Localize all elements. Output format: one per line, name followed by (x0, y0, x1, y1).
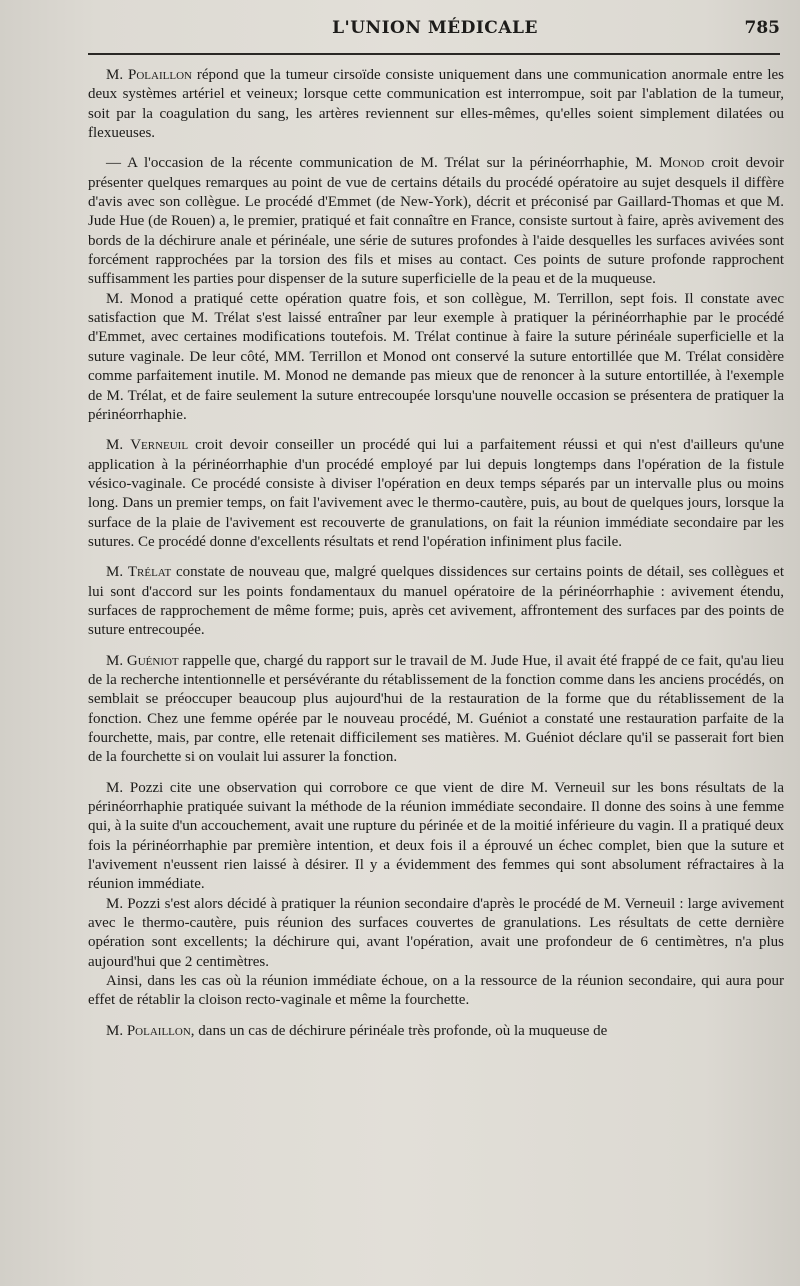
paragraph (88, 1022, 784, 1041)
paragraph (88, 290, 784, 425)
paragraph (88, 436, 784, 552)
paragraph-lead: M. (106, 67, 129, 83)
paragraph-text: constate de nouveau que, malgré quelques dissidences sur certains points de détail, ses collègues et lui sont d'accord sur les points fondamentaux du manuel opératoire de la périnéorrhaphie : avivement étendu, surfaces de rapprochement de même forme; puis, après cet avivement, affrontement des surfaces par des points de suture entrecoupée. (88, 564, 784, 639)
paragraph-lead: Ainsi, dans les cas où la réunion immédiate échoue, on a la ressource de la réunion secondaire, qui aura pour effet de rétablir la cloison recto-vaginale et même la fourchette. (88, 973, 784, 1009)
speaker-name: Trélat (127, 564, 172, 581)
paragraph-text: croit devoir conseiller un procédé qui lui a parfaitement réussi et qui n'est d'ailleurs qu'une application à la périnéorrhaphie d'un procédé employé par lui depuis longtemps dans l'opération de la fistule vésico-vaginale. Ce procédé consiste à diviser l'opération en deux temps séparés par un intervalle plus ou moins long. Dans un premier temps, on fait l'avivement avec le thermo-cautère, puis, au bout de quelques jours, lorsque la surface de la plaie de l'avivement est recouverte de granulations, on fait la réunion immédiate secondaire par les sutures. Ce procédé donne d'excellents résultats et rend l'opération infiniment plus facile. (88, 437, 784, 550)
speaker-name: Guéniot (126, 652, 179, 669)
paragraph (88, 652, 784, 768)
paragraph (88, 779, 784, 895)
speaker-name: Polaillon (128, 67, 192, 83)
paragraph (88, 154, 784, 289)
paragraph (88, 66, 784, 143)
running-title: L'UNION MÉDICALE (332, 18, 538, 38)
paragraph-text: rappelle que, chargé du rapport sur le travail de M. Jude Hue, il avait été frappé de ce fait, qu'au lieu de la recherche intentionnelle et persévérante du rétablissement de la fonction comme dans les anciens procédés, on semblait se préoccuper beaucoup plus aujourd'hui de la restauration de la forme que du rétablissement de la fonction. Chez une femme opérée par le nouveau procédé, M. Guéniot a constaté une restauration parfaite de la fourchette, mais, par contre, elle retenait difficilement ses matières. M. Guéniot déclare qu'il se passerait fort bien de la fourchette si on voulait lui assurer la fonction. (88, 652, 784, 766)
paragraph-text: , dans un cas de déchirure périnéale très profonde, où la muqueuse de (190, 1022, 608, 1039)
header-rule (88, 53, 780, 55)
paragraph-text: croit devoir présenter quelques remarques au point de vue de certains détails du procédé opératoire au sujet desquels il diffère d'avis avec son collègue. Le procédé d'Emmet (de New-York), décrit et préconisé par Gaillard-Thomas et que M. Jude Hue (de Rouen) a, le premier, pratiqué et fait connaître en France, consiste surtout à faire, après avivement des bords de la déchirure anale et périnéale, une série de sutures profondes à l'aide desquelles les surfaces avivées sont forcément rapprochées par la torsion des fils et mises au contact. Ces points de suture profonde rapprochent suffisamment les parties pour dispenser de la suture superficielle de la peau et de la muqueuse. (88, 155, 784, 288)
speaker-name: Monod (659, 155, 705, 172)
paragraph-lead: M. Pozzi cite une observation qui corrobore ce que vient de dire M. Verneuil sur les bons résultats de la périnéorrhaphie pratiquée suivant la méthode de la réunion immédiate secondaire. Il donne des soins à une femme qui, à la suite d'un accouchement, avait une rupture du périnée et de la moitié inférieure du vagin. Il a pratiqué deux fois la périnéorrhaphie par première intention, et deux fois il a éprouvé un échec complet, bien que la suture et l'avivement n'eussent rien laissé à désirer. Il y a évidemment des femmes qui sont absolument réfractaires à la réunion immédiate. (88, 779, 784, 893)
paragraph-lead: M. (106, 652, 127, 669)
paragraph-lead: M. Pozzi s'est alors décidé à pratiquer la réunion secondaire d'après le procédé de M. Verneuil : large avivement avec le thermo-cautère, puis réunion des surfaces couvertes de granulations. Les résultats de cette dernière opération sont excellents; la déchirure qui, avant l'opération, avait une profondeur de 6 centimètres, n'a plus aujourd'hui que 2 centimètres. (88, 895, 784, 970)
paragraph-lead: M. Monod a pratiqué cette opération quatre fois, et son collègue, M. Terrillon, sept fois. Il constate avec satisfaction que M. Trélat s'est laissé entraîner par leur exemple à pratiquer la périnéorrhaphie par le procédé d'Emmet, avec certaines modifications toutefois. M. Trélat continue à faire la suture périnéale superficielle et la suture vaginale. De leur côté, MM. Terrillon et Monod ont conservé la suture entortillée que M. Trélat considère comme parfaitement inutile. M. Monod ne demande pas mieux que de renoncer à la suture entortillée, à l'exemple de M. Trélat, et de faire seulement la suture entrecoupée lorsqu'une nouvelle occasion se présentera de pratiquer la périnéorrhaphie. (88, 290, 784, 423)
paragraph (88, 563, 784, 640)
page-header (88, 18, 782, 48)
body-text (88, 66, 784, 1041)
speaker-name: Polaillon (126, 1022, 191, 1039)
paragraph (88, 972, 784, 1011)
paragraph-lead: M. (106, 1022, 127, 1039)
page-number: 785 (744, 18, 780, 38)
speaker-name: Verneuil (130, 437, 189, 454)
paragraph (88, 895, 784, 972)
paragraph-lead: M. (106, 437, 131, 454)
paragraph-lead: — A l'occasion de la récente communication de M. Trélat sur la périnéorrhaphie, M. (106, 155, 660, 172)
paragraph-text: répond que la tumeur cirsoïde consiste uniquement dans une communication anormale entre les deux systèmes artériel et veineux; lorsque cette communication est interrompue, soit par l'ablation de la tumeur, soit par la coagulation du sang, les artères reviennent sur elles-mêmes, qu'elles soient simplement dilatées ou flexueuses. (88, 67, 784, 142)
paragraph-lead: M. (106, 564, 128, 581)
